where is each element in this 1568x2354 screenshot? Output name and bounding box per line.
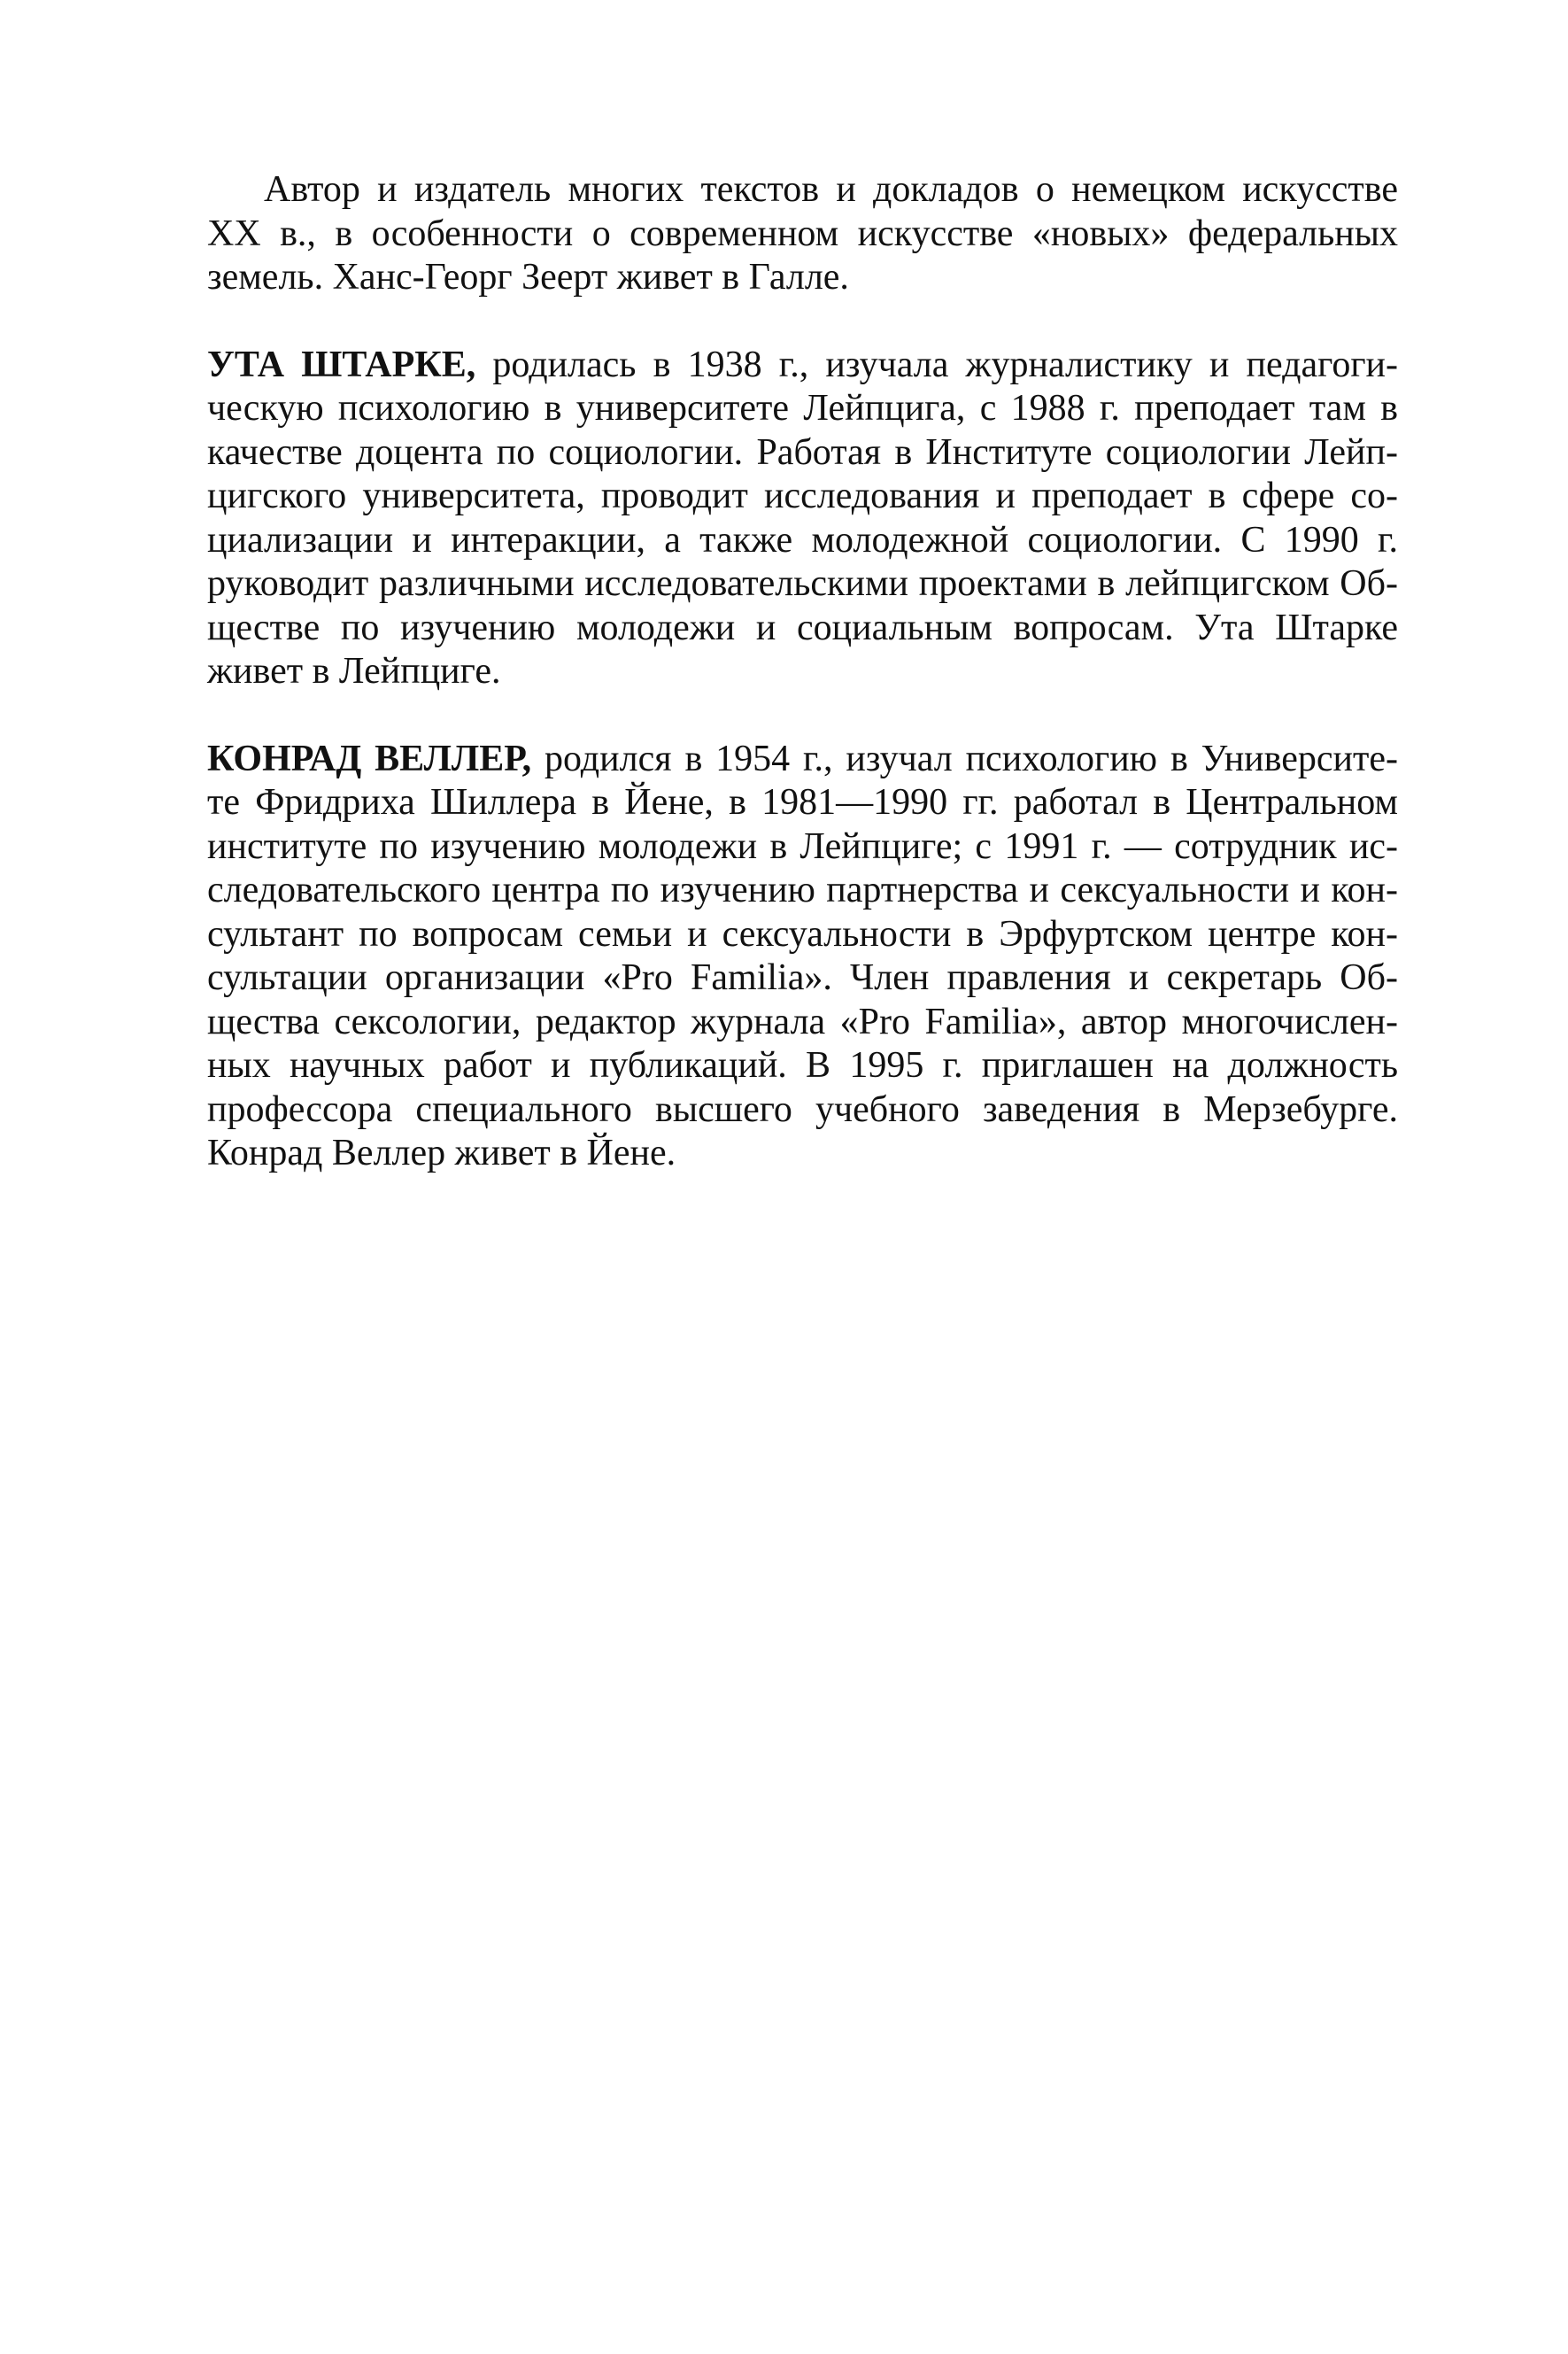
text-fragment: родилась в 1938 г., изучала журналистику и педагоги- (475, 344, 1399, 385)
text-line: сультации организации «Pro Familia». Член правления и секретарь Об- (207, 957, 1398, 998)
text-line: XX в., в особенности о современном искусстве «новых» федеральных (207, 213, 1398, 254)
text-line: живет в Лейпциге. (207, 651, 501, 692)
text-line-with-name (207, 738, 1398, 782)
text-line-with-name (207, 344, 1398, 388)
text-line: Автор и издатель многих текстов и докладов о немецком искусстве (264, 169, 1398, 210)
text-body (207, 168, 1398, 1176)
text-line: ческую психологию в университете Лейпцига, с 1988 г. преподает там в (207, 388, 1398, 429)
text-line: профессора специального высшего учебного заведения в Мерзебурге. (207, 1088, 1398, 1130)
text-line: институте по изучению молодежи в Лейпциге; с 1991 г. — сотрудник ис- (207, 825, 1398, 867)
text-line: Конрад Веллер живет в Йене. (207, 1133, 676, 1173)
paragraph-starke (207, 344, 1398, 694)
text-line: руководит различными исследовательскими проектами в лейпцигском Об- (207, 563, 1398, 604)
text-line: щества сексологии, редактор журнала «Pro Familia», автор многочислен- (207, 1001, 1398, 1042)
text-line: земель. Ханс-Георг Зеерт живет в Галле. (207, 257, 849, 298)
text-line: ществе по изучению молодежи и социальным вопросам. Ута Штарке (207, 607, 1398, 648)
paragraph-seert-end (207, 168, 1398, 300)
text-fragment: родился в 1954 г., изучал психологию в Университе- (531, 738, 1398, 779)
text-line: сультант по вопросам семьи и сексуальности в Эрфуртском центре кон- (207, 913, 1398, 955)
paragraph-weller (207, 738, 1398, 1176)
text-line: цигского университета, проводит исследования и преподает в сфере со- (207, 476, 1398, 516)
text-line: циализации и интеракции, а также молодежной социологии. С 1990 г. (207, 519, 1398, 561)
text-line: ных научных работ и публикаций. В 1995 г. приглашен на должность (207, 1045, 1398, 1086)
person-name-starke: УТА ШТАРКЕ, (207, 344, 476, 385)
text-line: следовательского центра по изучению партнерства и сексуальности и кон- (207, 870, 1398, 910)
person-name-weller: КОНРАД ВЕЛЛЕР, (207, 738, 532, 779)
paragraph-gap (207, 300, 1398, 344)
text-line: те Фридриха Шиллера в Йене, в 1981—1990 гг. работал в Центральном (207, 782, 1398, 823)
text-line: качестве доцента по социологии. Работая в Институте социологии Лейп- (207, 431, 1398, 473)
paragraph-gap (207, 694, 1398, 738)
